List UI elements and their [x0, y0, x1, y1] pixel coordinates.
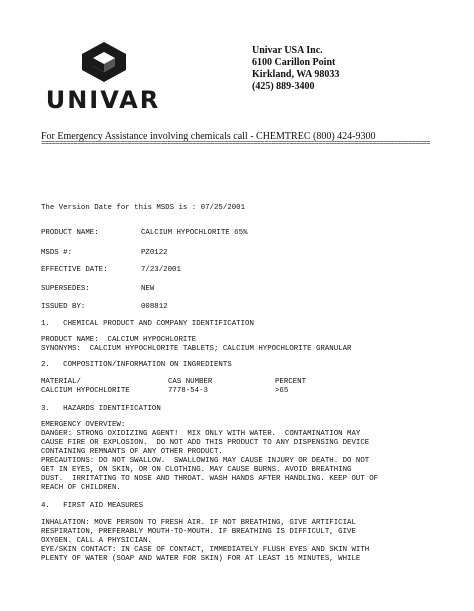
field-label-supersedes: SUPERSEDES:	[41, 285, 90, 293]
section-3-heading: 3. HAZARDS IDENTIFICATION	[41, 405, 161, 413]
section-1-line: SYNONYMS: CALCIUM HYPOCHLORITE TABLETS; CALCIUM HYPOCHLORITE GRANULAR	[41, 345, 352, 353]
section-2-heading: 2. COMPOSITION/INFORMATION ON INGREDIENTS	[41, 361, 232, 369]
section-3-line: REACH OF CHILDREN.	[41, 484, 121, 492]
company-city: Kirkland, WA 98033	[252, 69, 340, 80]
rule-text: ============================================================================================================	[41, 141, 430, 147]
ingredient-header-percent: PERCENT	[275, 378, 307, 386]
ingredient-header-cas: CAS NUMBER	[168, 378, 213, 386]
version-line: The Version Date for this MSDS is : 07/25/2001	[41, 204, 246, 212]
company-street: 6100 Carillon Point	[252, 57, 336, 68]
section-3-line: PRECAUTIONS: DO NOT SWALLOW. SWALLOWING MAY CAUSE INJURY OR DEATH. DO NOT	[41, 457, 370, 465]
section-4-heading: 4. FIRST AID MEASURES	[41, 502, 144, 510]
field-label-effective-date: EFFECTIVE DATE:	[41, 266, 108, 274]
emergency-line: For Emergency Assistance involving chemicals call - CHEMTREC (800) 424-9300	[41, 131, 376, 142]
company-name: Univar USA Inc.	[252, 45, 323, 56]
field-value-issued-by: 008812	[141, 303, 168, 311]
section-3-line: CONTAINING REMNANTS OF ANY OTHER PRODUCT.	[41, 448, 223, 456]
univar-logo-text: UNIVAR	[45, 86, 161, 114]
field-value-product-name: CALCIUM HYPOCHLORITE 65%	[141, 229, 248, 237]
section-1-line: PRODUCT NAME: CALCIUM HYPOCHLORITE	[41, 336, 197, 344]
field-value-msds: PZ0122	[141, 249, 168, 257]
ingredient-percent: >65	[275, 387, 289, 395]
section-4-line: PLENTY OF WATER (SOAP AND WATER FOR SKIN) FOR AT LEAST 15 MINUTES, WHILE	[41, 555, 361, 563]
section-3-line: GET IN EYES, ON SKIN, OR ON CLOTHING. MAY CAUSE BURNS. AVOID BREATHING	[41, 466, 352, 474]
section-3-line: CAUSE FIRE OR EXPLOSION. DO NOT ADD THIS PRODUCT TO ANY DISPENSING DEVICE	[41, 439, 370, 447]
ingredient-cas: 7778-54-3	[168, 387, 208, 395]
field-label-msds: MSDS #:	[41, 249, 73, 257]
field-value-supersedes: NEW	[141, 285, 155, 293]
section-4-line: RESPIRATION, PREFERABLY MOUTH-TO-MOUTH. IF BREATHING IS DIFFICULT, GIVE	[41, 528, 356, 536]
field-value-effective-date: 7/23/2001	[141, 266, 181, 274]
section-3-line: DANGER: STRONG OXIDIZING AGENT! MIX ONLY WITH WATER. CONTAMINATION MAY	[41, 430, 361, 438]
field-label-issued-by: ISSUED BY:	[41, 303, 86, 311]
double-rule-divider	[41, 141, 435, 147]
section-4-line: EYE/SKIN CONTACT: IN CASE OF CONTACT, IMMEDIATELY FLUSH EYES AND SKIN WITH	[41, 546, 370, 554]
field-label-product-name: PRODUCT NAME:	[41, 229, 99, 237]
section-4-line: INHALATION: MOVE PERSON TO FRESH AIR. IF NOT BREATHING, GIVE ARTIFICIAL	[41, 519, 356, 527]
section-1-heading: 1. CHEMICAL PRODUCT AND COMPANY IDENTIFICATION	[41, 320, 254, 328]
ingredient-header-material: MATERIAL/	[41, 378, 81, 386]
company-address	[252, 45, 339, 93]
ingredient-material: CALCIUM HYPOCHLORITE	[41, 387, 130, 395]
company-phone: (425) 889-3400	[252, 81, 315, 92]
section-3-line: DUST. IRRITATING TO NOSE AND THROAT. WASH HANDS AFTER HANDLING. KEEP OUT OF	[41, 475, 379, 483]
section-4-line: OXYGEN. CALL A PHYSICIAN.	[41, 537, 152, 545]
section-3-line: EMERGENCY OVERVIEW:	[41, 421, 126, 429]
